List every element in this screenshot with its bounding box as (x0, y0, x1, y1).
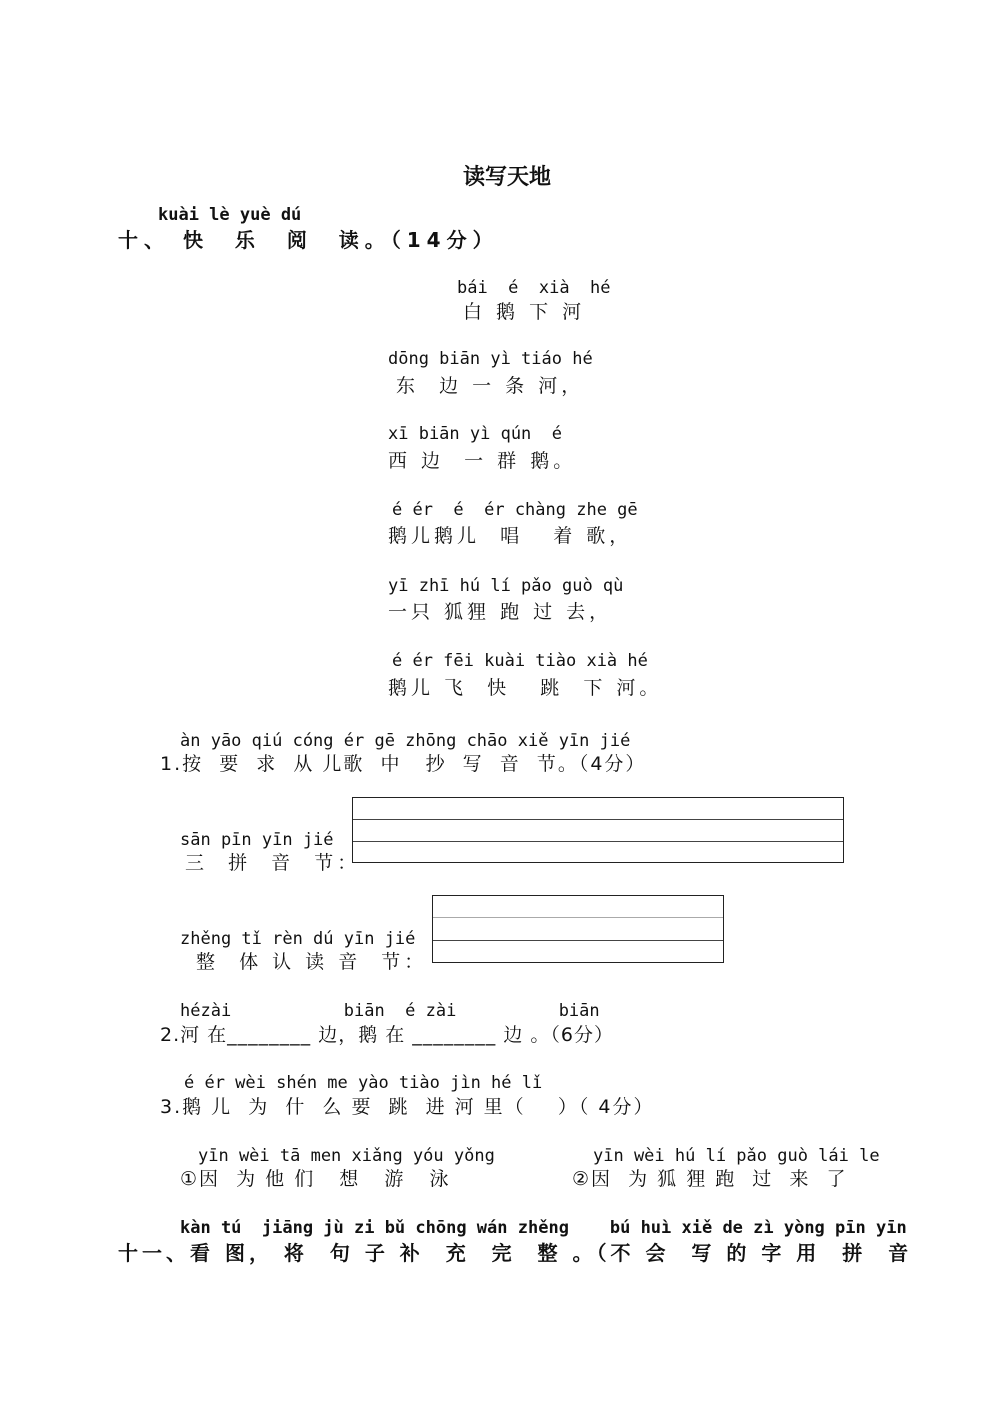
section11-heading: 十一、看 图， 将 句 子 补 充 完 整 。（不 会 写 的 字 用 拼 音 (118, 1241, 913, 1265)
section11-pinyin: kàn tú jiāng jù zi bǔ chōng wán zhěng bú huì xiě de zì yòng pīn yīn (180, 1218, 907, 1238)
q3-option1-pinyin: yīn wèi tā men xiǎng yóu yǒng (198, 1146, 495, 1166)
poem-line-pinyin: yī zhī hú lí pǎo guò qù (388, 576, 624, 596)
poem-line-pinyin: xī biān yì qún é (388, 424, 562, 444)
q1-pinyin: àn yāo qiú cóng ér gē zhōng chāo xiě yīn jié (180, 731, 631, 751)
q3-option2-pinyin: yīn wèi hú lí pǎo guò lái le (593, 1146, 880, 1166)
poem-line: 东 边 一 条 河， (396, 375, 585, 397)
writing-line (353, 819, 843, 820)
poem-line: 鹅儿 飞 快 跳 下 河。 (388, 677, 663, 699)
poem-line: 鹅儿鹅儿 唱 着 歌， (388, 525, 633, 547)
q3-text: 3.鹅 儿 为 什 么 要 跳 进 河 里（ ）（ 4分） (160, 1096, 655, 1118)
q3-option2[interactable]: ②因 为 狐 狸 跑 过 来 了 (572, 1168, 848, 1190)
q3-pinyin: é ér wèi shén me yào tiào jìn hé lǐ (184, 1073, 543, 1093)
poem-line-pinyin: é ér é ér chàng zhe gē (392, 500, 638, 520)
writing-box-three-syllable[interactable] (352, 797, 844, 863)
poem-line-pinyin: é ér fēi kuài tiào xià hé (392, 651, 648, 671)
writing-box-whole-syllable[interactable] (432, 895, 724, 963)
poem-line: 一只 狐狸 跑 过 去， (388, 601, 613, 623)
q2-pinyin: hézài biān é zài biān (180, 1001, 600, 1021)
q1-text: 1.按 要 求 从 儿歌 中 抄 写 音 节。（4分） (160, 753, 647, 775)
poem-line: 西 边 一 群 鹅。 (388, 450, 577, 472)
poem-title: 白 鹅 下 河 (463, 301, 586, 323)
poem-line-pinyin: dōng biān yì tiáo hé (388, 349, 593, 369)
writing-line (353, 841, 843, 842)
q1-a-pinyin: sān pīn yīn jié (180, 830, 334, 850)
section10-pinyin: kuài lè yuè dú (158, 205, 302, 225)
poem-title-pinyin: bái é xià hé (457, 278, 611, 298)
q1-b-label: 整 体 认 读 音 节： (196, 951, 428, 973)
section10-heading: 十、 快 乐 阅 读。（14分） (118, 228, 499, 252)
page-title: 读写天地 (463, 165, 552, 190)
writing-line (433, 917, 723, 918)
q3-option1[interactable]: ①因 为 他 们 想 游 泳 (180, 1168, 451, 1190)
writing-line (433, 940, 723, 941)
q1-b-pinyin: zhěng tǐ rèn dú yīn jié (180, 929, 416, 949)
q1-a-label: 三 拼 音 节： (185, 852, 361, 874)
q2-text: 2.河 在________ 边，鹅 在 ________ 边 。（6分） (160, 1024, 614, 1046)
